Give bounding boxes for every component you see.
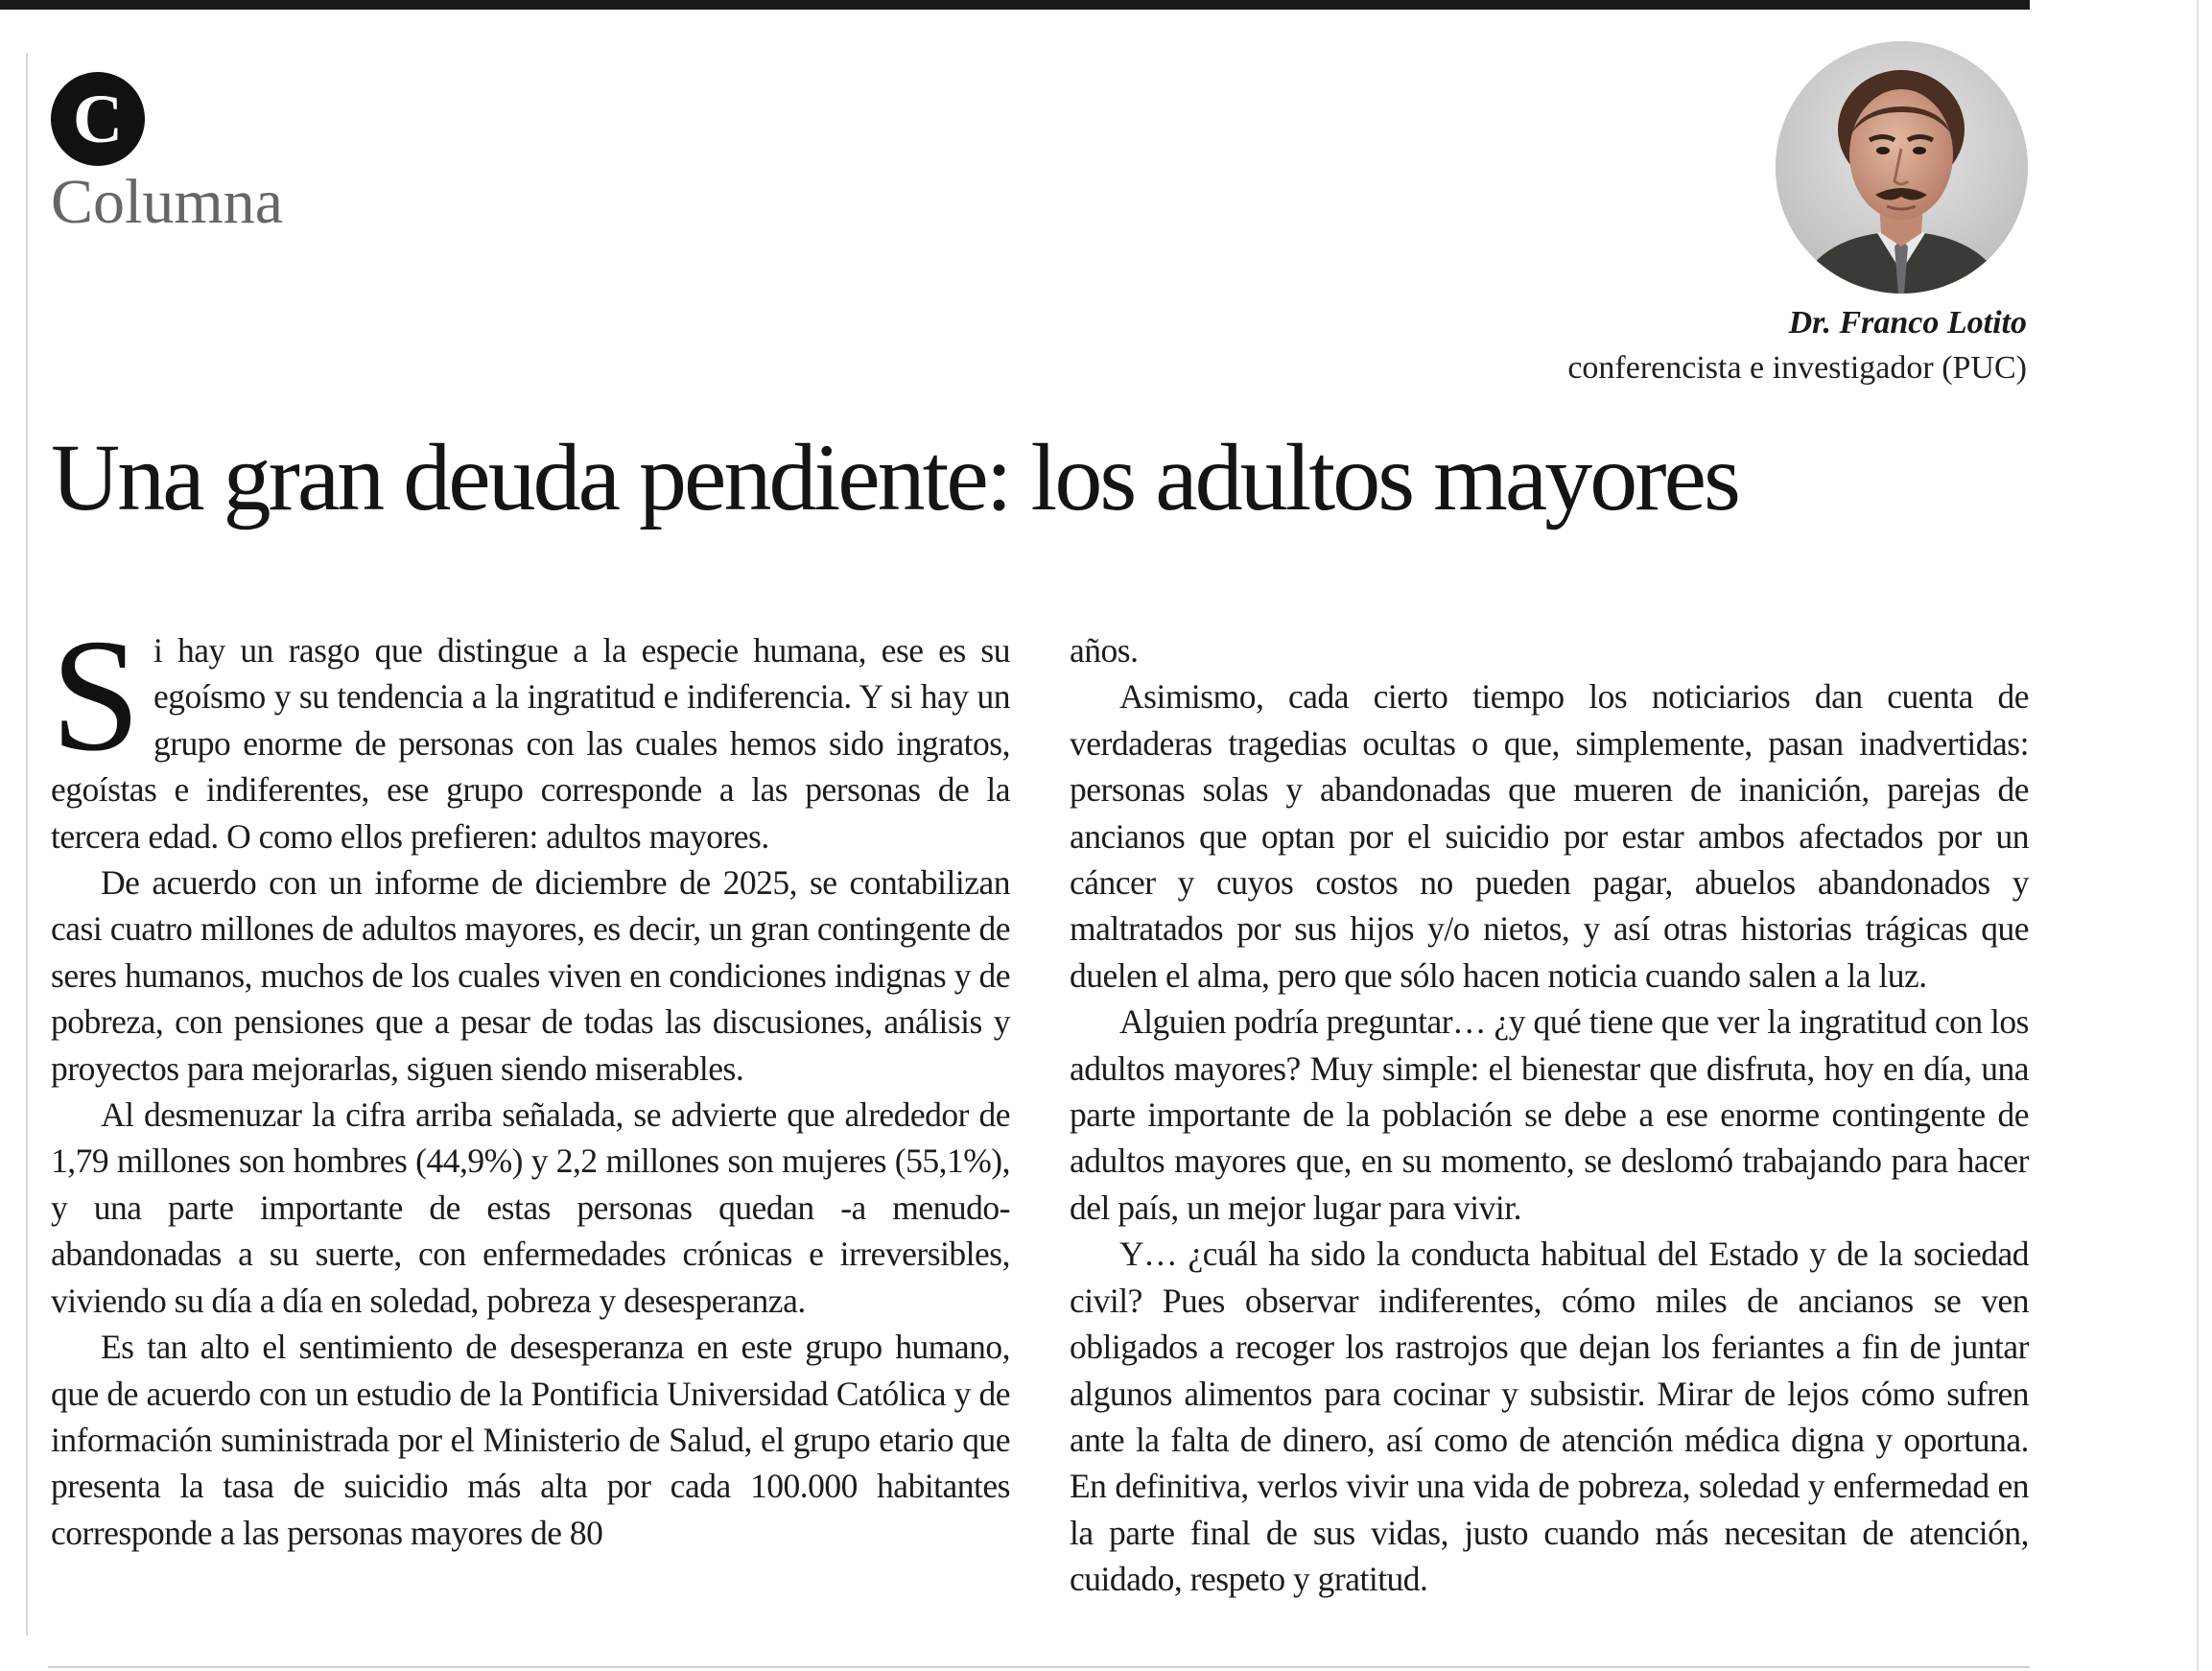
article-paragraph: Si hay un rasgo que distingue a la especie humana, ese es su egoísmo y su tendencia a la ingratitud e indiferencia. Y si hay un grupo enorme de personas con las cuales hemos sido ingratos, egoístas e indiferentes, ese grupo corresponde a las personas de la tercera edad. O como ellos prefieren: adultos mayores.: [51, 606, 1010, 856]
article-paragraph: Al desmenuzar la cifra arriba señalada, se advierte que alrededor de 1,79 millones son hombres (44,9%) y 2,2 millones son mujeres (55,1%), y una parte importante de estas personas quedan -a menudo- abandonadas a su suerte, con enfermedades crónicas e irreversibles, viviendo su día a día en soledad, pobreza y desesperanza.: [51, 1095, 1010, 1320]
headline: Una gran deuda pendiente: los adultos mayores: [51, 424, 1738, 530]
article-paragraph: años.: [1070, 631, 1139, 670]
author-portrait-icon: [1776, 41, 2028, 294]
author-photo: [1776, 41, 2028, 294]
author-role: conferencista e investigador (PUC): [1567, 350, 2027, 386]
section-label: Columna: [51, 167, 283, 237]
article-paragraph: Alguien podría preguntar… ¿y qué tiene que ver la ingratitud con los adultos mayores? Muy simple: el bienestar que disfruta, hoy en día, una parte importante de la población se debe a ese enorme contingente de adultos mayores que, en su momento, se deslomó trabajando para hacer del país, un mejor lugar para vivir.: [1070, 1002, 2029, 1227]
column-badge-icon: C: [51, 72, 145, 166]
drop-cap: S: [51, 606, 140, 785]
article-paragraph: De acuerdo con un informe de diciembre de 2025, se contabilizan casi cuatro millones de adultos mayores, es decir, un gran contingente de seres humanos, muchos de los cuales viven en condiciones indignas y de pobreza, con pensiones que a pesar de todas las discusiones, análisis y proyectos para mejorarlas, siguen siendo miserables.: [51, 863, 1010, 1088]
article-column-1: [51, 606, 1010, 1556]
article-paragraph: Y… ¿cuál ha sido la conducta habitual del Estado y de la sociedad civil? Pues observar indiferentes, cómo miles de ancianos se ven obligados a recoger los rastrojos que dejan los feriantes a fin de juntar algunos alimentos para cocinar y subsistir. Mirar de lejos cómo sufren ante la falta de dinero, así como de atención médica digna y oportuna. En definitiva, verlos vivir una vida de pobreza, soledad y enfermedad en la parte final de sus vidas, justo cuando más necesitan de atención, cuidado, respeto y gratitud.: [1070, 1235, 2029, 1599]
article-paragraph: Asimismo, cada cierto tiempo los noticiarios dan cuenta de verdaderas tragedias ocultas o que, simplemente, pasan inadvertidas: personas solas y abandonadas que mueren de inanición, parejas de ancianos que optan por el suicidio por estar ambos afectados por un cáncer y cuyos costos no pueden pagar, abuelos abandonados y maltratados por sus hijos y/o nietos, y así otras historias trágicas que duelen el alma, pero que sólo hacen noticia cuando salen a la luz.: [1070, 677, 2029, 995]
article-paragraph: Es tan alto el sentimiento de desesperanza en este grupo humano, que de acuerdo con un estudio de la Pontificia Universidad Católica y de información suministrada por el Ministerio de Salud, el grupo etario que presenta la tasa de suicidio más alta por cada 100.000 habitantes corresponde a las personas mayores de 80: [51, 1328, 1010, 1552]
author-name: Dr. Franco Lotito: [1788, 305, 2027, 341]
left-rule: [26, 53, 28, 1636]
right-rule: [2197, 0, 2199, 1671]
bottom-rule: [48, 1666, 2030, 1668]
article-column-2: [1070, 627, 2029, 1603]
top-rule: [0, 0, 2030, 10]
